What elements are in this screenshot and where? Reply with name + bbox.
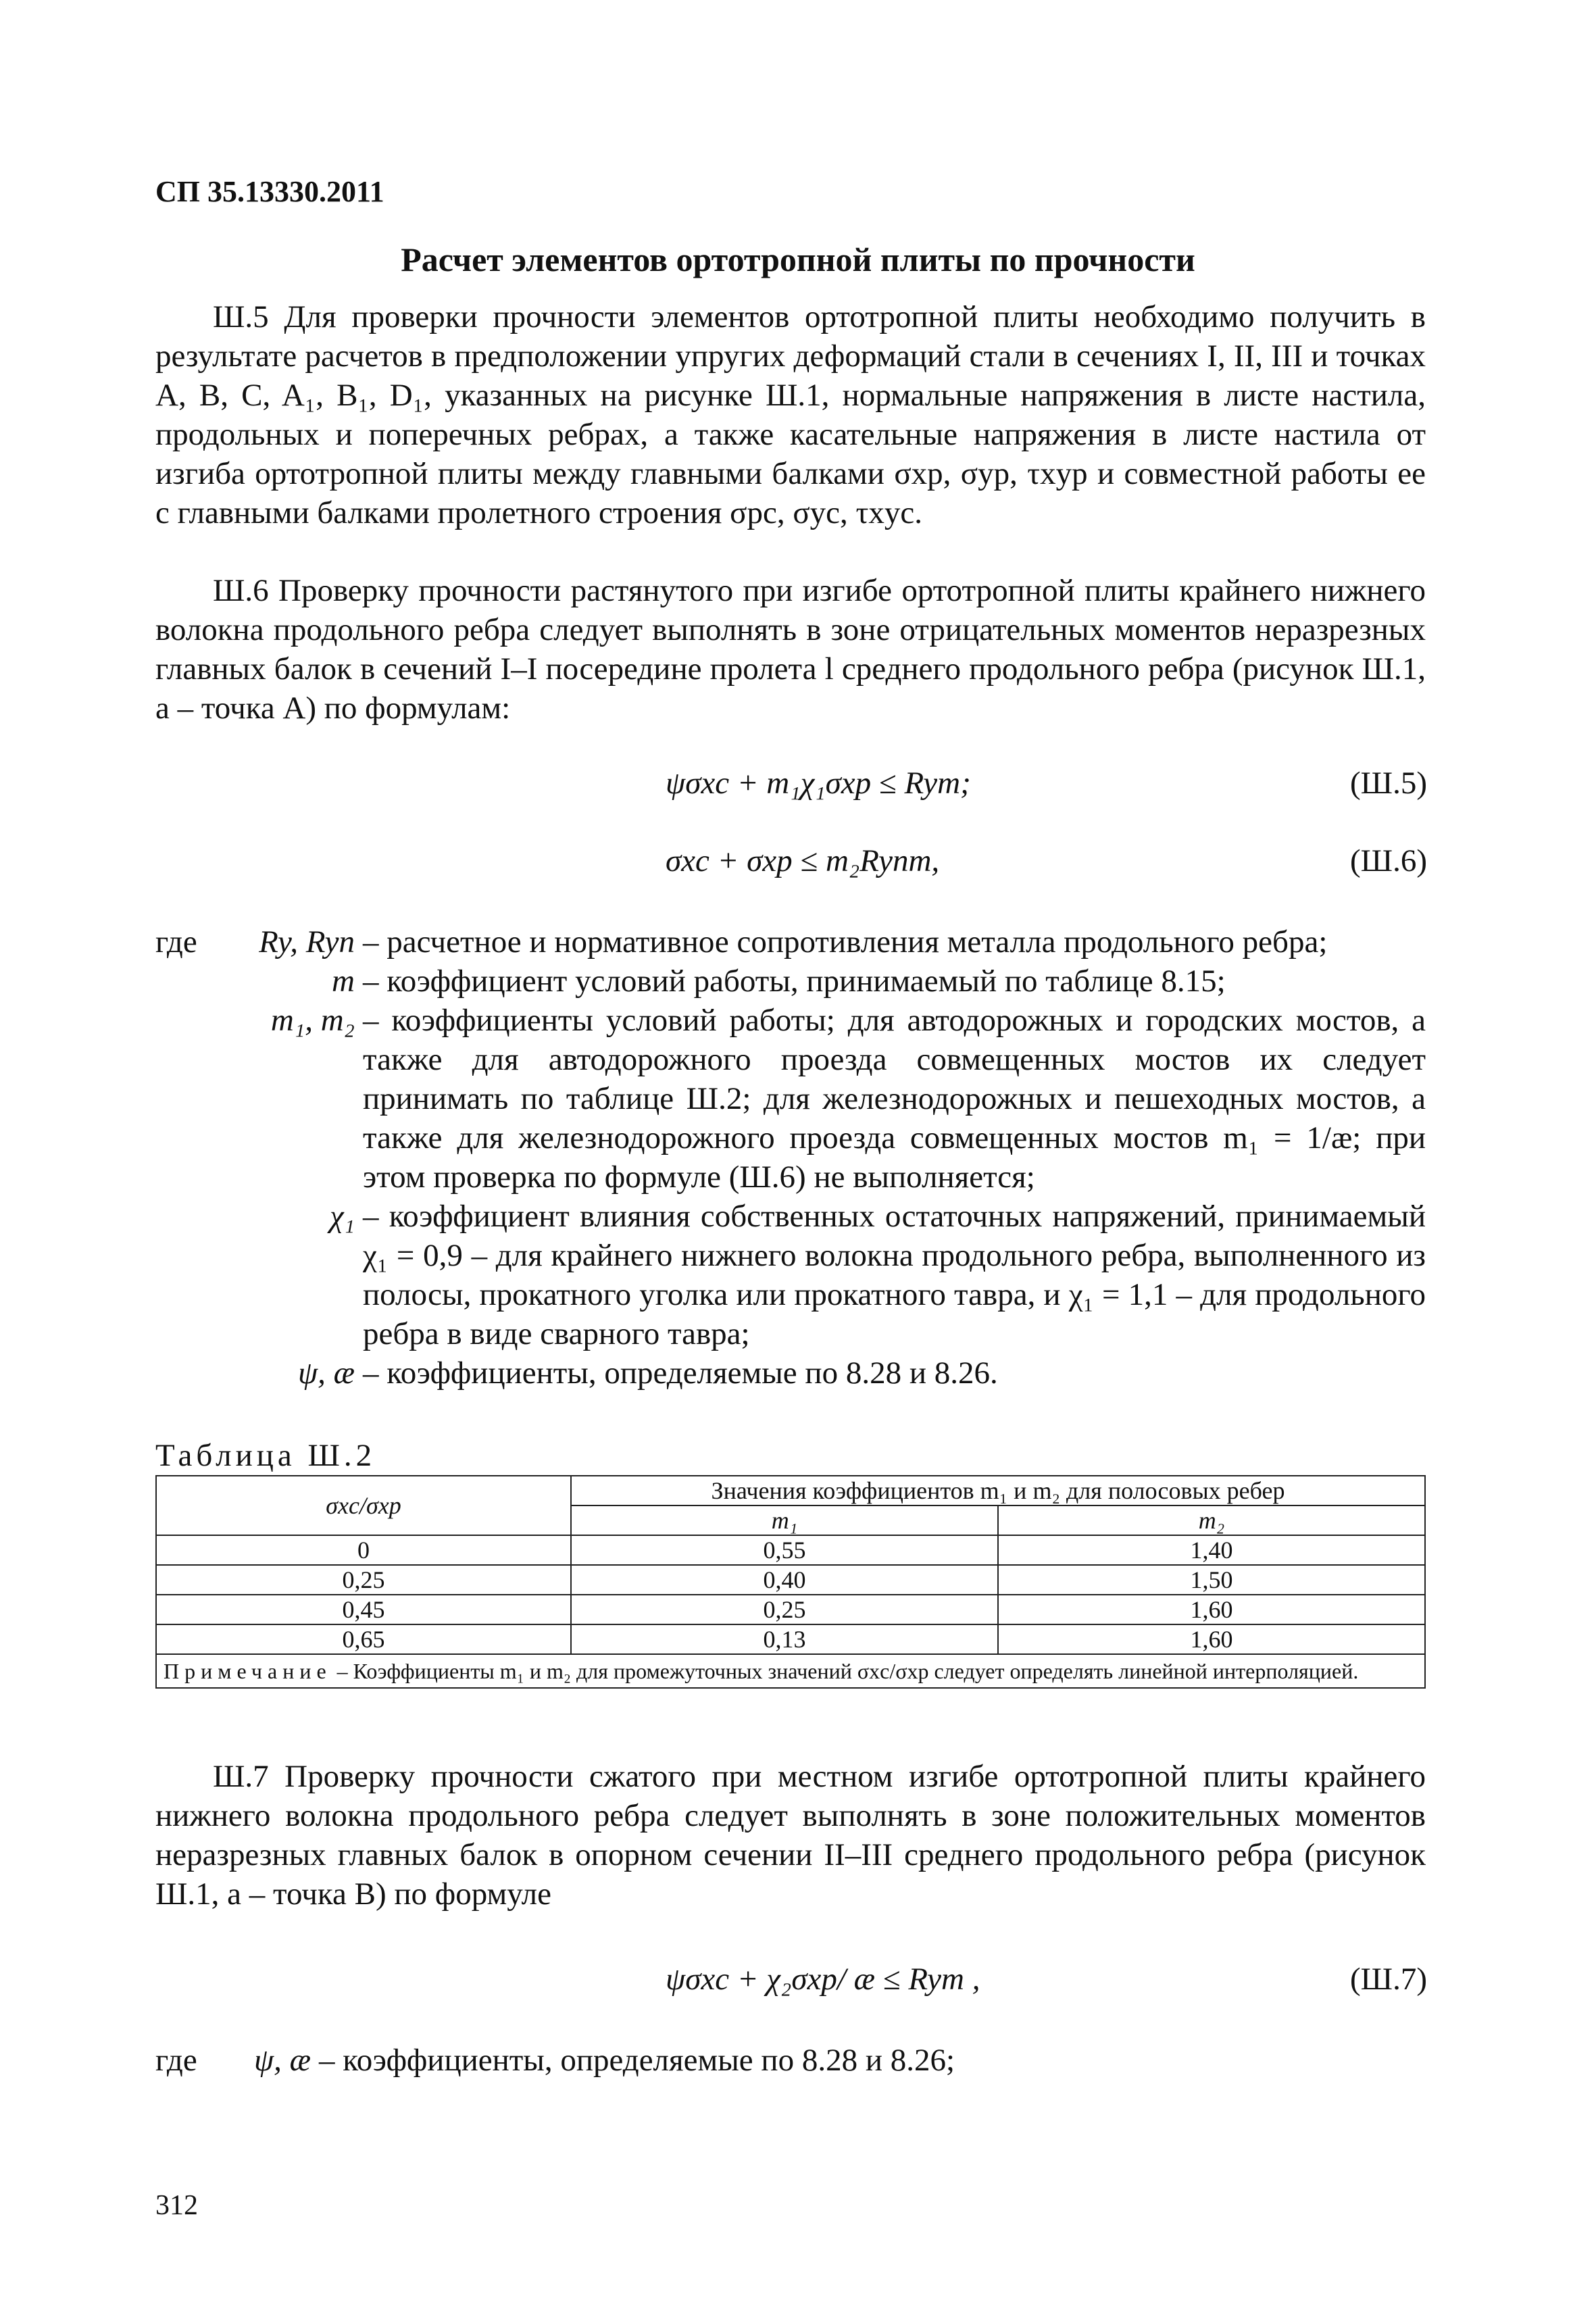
cell-m1: 0,40 [571, 1565, 998, 1595]
table-note-row [156, 1654, 1425, 1688]
table-row [156, 1595, 1425, 1624]
page-number: 312 [155, 2190, 198, 2221]
formula-sh6-number: (Ш.6) [1350, 843, 1427, 878]
paragraph-sh6 [155, 571, 1426, 728]
definition-symbol: m₁, m₂ [270, 1003, 355, 1038]
formula-sh7-number: (Ш.7) [1350, 1962, 1427, 1997]
table-row [156, 1565, 1425, 1595]
formula-sh6-expression: σxc + σxp ≤ m₂Rynm, [666, 843, 940, 878]
paragraph-sh5-text: Ш.5 Для проверки прочности элементов ортотропной плиты необходимо получить в результате расчетов в предположении упругих деформаций стали в сечениях I, II, III и точках A, B, C, A₁, B₁, D₁, указанных на рисунке Ш.1, нормальные напряжения в листе настила, продольных и поперечных ребрах, а также касательные напряжения в листе настила от изгиба ортотропной плиты между главными балками σxp, σyp, τxyp и совместной работы ее с главными балками пролетного строения σpc, σyc, τxyc. [155, 299, 1426, 530]
column-header-ratio: σxc/σxp [156, 1476, 571, 1535]
table-row [156, 1624, 1425, 1654]
paragraph-sh7 [155, 1757, 1426, 1914]
column-header-m1: m₁ [571, 1505, 998, 1535]
definition-text: – коэффициенты условий работы; для автодорожных и городских мостов, а также для автодорожного проезда совмещенных мостов их следует принимать по таблице Ш.2; для железнодорожных и пешеходных мостов, а также для железнодорожного проезда совмещенных мостов m₁ = 1/æ; при этом проверка по формуле (Ш.6) не выполняется; [363, 1003, 1426, 1195]
table-row [156, 1535, 1425, 1565]
formula-sh5-expression: ψσxc + m₁χ₁σxp ≤ Rym; [666, 766, 971, 801]
paragraph-sh7-text: Ш.7 Проверку прочности сжатого при местном изгибе ортотропной плиты крайнего нижнего волокна продольного ребра следует выполнять в зоне положительных моментов неразрезных главных балок в опорном сечении II–III среднего продольного ребра (рисунок Ш.1, а – точка В) по формуле [155, 1759, 1426, 1912]
definition-text: – коэффициенты, определяемые по 8.28 и 8.26; [319, 2043, 955, 2078]
paragraph-sh5 [155, 297, 1426, 532]
definition-item [155, 962, 1426, 1001]
cell-ratio: 0 [156, 1535, 571, 1565]
definition-symbol: Ry, Ryn [259, 924, 355, 960]
table-note [156, 1654, 1425, 1688]
cell-m2: 1,60 [998, 1624, 1425, 1654]
formula-sh7-expression: ψσxc + χ₂σxp/ æ ≤ Rym , [666, 1962, 980, 1997]
cell-ratio: 0,25 [156, 1565, 571, 1595]
cell-m2: 1,40 [998, 1535, 1425, 1565]
cell-m2: 1,60 [998, 1595, 1425, 1624]
section-title: Расчет элементов ортотропной плиты по прочности [401, 241, 1195, 278]
definition-symbol: ψ, æ [253, 2043, 311, 2078]
definition-text: – расчетное и нормативное сопротивления металла продольного ребра; [363, 924, 1328, 960]
document-code: СП 35.13330.2011 [155, 175, 384, 208]
column-header-m2: m₂ [998, 1505, 1425, 1535]
coefficients-table [155, 1475, 1426, 1689]
where-label: где [155, 2043, 197, 2078]
cell-m1: 0,25 [571, 1595, 998, 1624]
cell-m1: 0,13 [571, 1624, 998, 1654]
formula-sh6 [0, 841, 1596, 882]
definition-symbol: m [332, 964, 355, 999]
definition-symbol: χ₁ [329, 1199, 355, 1234]
definition-text: – коэффициент влияния собственных остаточных напряжений, принимаемый χ₁ = 0,9 – для крайнего нижнего волокна продольного ребра, выполненного из полосы, прокатного уголка или прокатного тавра, и χ₁ = 1,1 – для продольного ребра в виде сварного тавра; [363, 1199, 1426, 1351]
cell-m2: 1,50 [998, 1565, 1425, 1595]
definition-symbol: ψ, æ [297, 1355, 355, 1391]
note-text: – Коэффициенты m₁ и m₂ для промежуточных значений σxc/σxp следует определять линейной интерполяцией. [336, 1659, 1359, 1683]
note-label: Примечание [164, 1659, 332, 1683]
where-label: где [155, 924, 197, 960]
formula-sh5 [0, 764, 1596, 804]
formula-sh7 [0, 1960, 1596, 2000]
cell-ratio: 0,45 [156, 1595, 571, 1624]
definitions-list-2 [155, 2041, 1426, 2080]
column-header-group: Значения коэффициентов m₁ и m₂ для полосовых ребер [571, 1476, 1425, 1505]
definition-item [155, 2041, 1426, 2080]
definition-item [155, 1001, 1426, 1197]
formula-sh5-number: (Ш.5) [1350, 766, 1427, 801]
cell-m1: 0,55 [571, 1535, 998, 1565]
definition-item [155, 1197, 1426, 1353]
definitions-list [155, 922, 1426, 1393]
cell-ratio: 0,65 [156, 1624, 571, 1654]
table-caption: Таблица Ш.2 [155, 1438, 376, 1473]
paragraph-sh6-text: Ш.6 Проверку прочности растянутого при изгибе ортотропной плиты крайнего нижнего волокна продольного ребра следует выполнять в зоне отрицательных моментов неразрезных главных балок в сечений I–I посередине пролета l среднего продольного ребра (рисунок Ш.1, а – точка А) по формулам: [155, 573, 1426, 726]
definition-text: – коэффициент условий работы, принимаемый по таблице 8.15; [363, 964, 1226, 999]
definition-text: – коэффициенты, определяемые по 8.28 и 8.26. [363, 1355, 998, 1391]
definition-item [155, 922, 1426, 962]
definition-item [155, 1353, 1426, 1393]
